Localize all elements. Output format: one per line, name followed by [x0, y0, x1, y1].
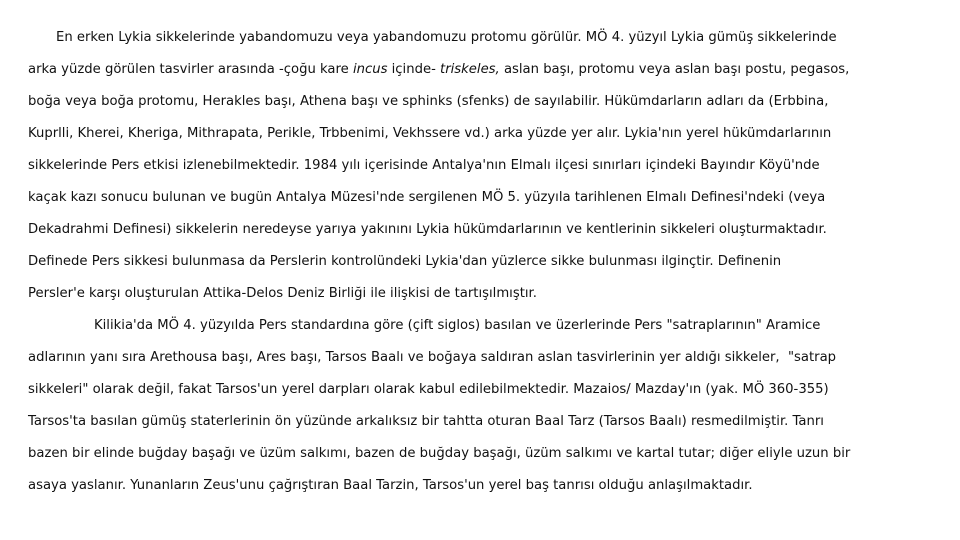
text-line [28, 412, 916, 444]
text-line [28, 124, 916, 156]
text-line [28, 476, 916, 508]
text-line-content: sikkeleri" olarak değil, fakat Tarsos'un yerel darpları olarak kabul edilebilmektedir. Mazaios/ Mazday'ın (yak. MÖ 360-355) [28, 382, 829, 397]
italic-term-triskeles: triskeles, [440, 62, 500, 77]
text-line [28, 380, 916, 412]
italic-term-incus: incus [352, 62, 388, 77]
text-segment: aslan başı, protomu veya aslan başı postu, pegasos, [499, 62, 850, 77]
text-line [28, 60, 916, 92]
text-line [28, 348, 916, 380]
paragraph-kilikia [28, 316, 916, 508]
text-line [28, 252, 916, 284]
text-line-content: boğa veya boğa protomu, Herakles başı, Athena başı ve sphinks (sfenks) de sayılabilir. Hükümdarların adları da (Erbbina, [28, 94, 829, 109]
text-line-content: En erken Lykia sikkelerinde yabandomuzu veya yabandomuzu protomu görülür. MÖ 4. yüzyıl Lykia gümüş sikkelerinde [56, 30, 837, 45]
text-line-content: kaçak kazı sonucu bulunan ve bugün Antalya Müzesi'nde sergilenen MÖ 5. yüzyıla tarihlenen Elmalı Definesi'ndeki (veya [28, 190, 826, 205]
text-line [28, 28, 916, 60]
paragraph-lykia [28, 28, 916, 316]
text-line-content: Kilikia'da MÖ 4. yüzyılda Pers standardına göre (çift siglos) basılan ve üzerlerinde Pers "satraplarının" Aramice [94, 318, 821, 333]
text-line [28, 188, 916, 220]
text-line-content: Persler'e karşı oluşturulan Attika-Delos Deniz Birliği ile ilişkisi de tartışılmıştır. [28, 286, 537, 301]
text-line [28, 284, 916, 316]
text-line-content: bazen bir elinde buğday başağı ve üzüm salkımı, bazen de buğday başağı, üzüm salkımı ve kartal tutar; diğer eliyle uzun bir [28, 446, 851, 461]
text-line [28, 444, 916, 476]
text-line [28, 316, 916, 348]
text-line-content: Definede Pers sikkesi bulunmasa da Perslerin kontrolündeki Lykia'dan yüzlerce sikke bulunması ilginçtir. Definenin [28, 254, 782, 269]
text-line [28, 156, 916, 188]
text-line [28, 92, 916, 124]
text-line-content: asaya yaslanır. Yunanların Zeus'unu çağrıştıran Baal Tarzin, Tarsos'un yerel baş tanrısı olduğu anlaşılmaktadır. [28, 478, 753, 493]
text-line-content: Kuprlli, Kherei, Kheriga, Mithrapata, Perikle, Trbbenimi, Vekhssere vd.) arka yüzde yer alır. Lykia'nın yerel hükümdarlarının [28, 126, 832, 141]
text-line-content: adlarının yanı sıra Arethousa başı, Ares başı, Tarsos Baalı ve boğaya saldıran aslan tasvirlerinin yer aldığı sikkeler, "satrap [28, 350, 837, 365]
text-segment: içinde- [387, 62, 441, 77]
text-line [28, 220, 916, 252]
text-line-content: sikkelerinde Pers etkisi izlenebilmektedir. 1984 yılı içerisinde Antalya'nın Elmalı ilçesi sınırları içindeki Bayındır Köyü'nde [28, 158, 820, 173]
text-line-content: Tarsos'ta basılan gümüş staterlerinin ön yüzünde arkalıksız bir tahtta oturan Baal Tarz (Tarsos Baalı) resmedilmiştir. Tanrı [28, 414, 824, 429]
text-segment: arka yüzde görülen tasvirler arasında -çoğu kare [28, 62, 353, 77]
text-line-content: Dekadrahmi Definesi) sikkelerin neredeyse yarıya yakınını Lykia hükümdarlarının ve kentlerinin sikkeleri oluşturmaktadır. [28, 222, 827, 237]
body-text [28, 28, 916, 508]
